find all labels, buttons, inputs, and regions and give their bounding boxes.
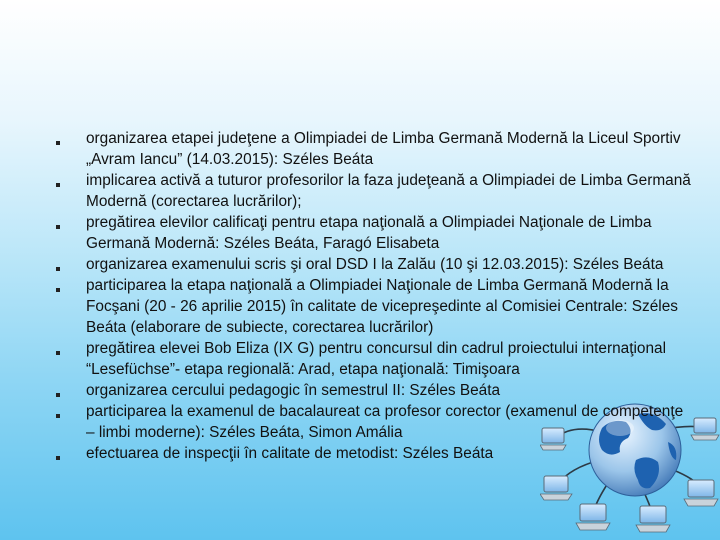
bullet-item [52,128,692,170]
laptop-icon [540,476,572,500]
bullet-item [52,170,692,212]
bullet-text: organizarea examenului scris şi oral DSD I la Zalău (10 şi 12.03.2015): Széles Beáta [86,256,664,273]
bullet-text: implicarea activă a tuturor profesorilor la faza judeţeană a Olimpiadei de Limba Germană Modernă (corectarea lucrărilor); [86,172,691,210]
laptop-icon [684,480,718,506]
bullet-item [52,401,692,443]
square-bullet-icon [56,141,60,145]
bullet-text: pregătirea elevilor calificaţi pentru etapa naţională a Olimpiadei Naţionale de Limba Germană Modernă: Széles Beáta, Faragó Elisabeta [86,214,652,252]
square-bullet-icon [56,414,60,418]
laptop-icon [691,418,719,440]
bullet-text: participarea la etapa naţională a Olimpiadei Naţionale de Limba Germană Modernă la Focşani (20 - 26 aprilie 2015) în calitate de vicepreşedinte al Comisiei Centrale: Széles Beáta (elaborare de subiecte, corectarea lucrărilor) [86,277,678,336]
bullet-item [52,254,692,275]
square-bullet-icon [56,351,60,355]
square-bullet-icon [56,225,60,229]
bullet-item [52,338,692,380]
square-bullet-icon [56,393,60,397]
bullet-item [52,212,692,254]
bullet-item [52,443,692,464]
bullet-item [52,275,692,338]
bullet-text: organizarea etapei judeţene a Olimpiadei de Limba Germană Modernă la Liceul Sportiv „Avram Iancu” (14.03.2015): Széles Beáta [86,130,681,168]
bullet-text: efectuarea de inspecţii în calitate de metodist: Széles Beáta [86,445,494,462]
bullet-list [52,128,692,464]
bullet-text: participarea la examenul de bacalaureat ca profesor corector (examenul de competenţe – limbi moderne): Széles Beáta, Simon Amália [86,403,684,441]
bullet-text: organizarea cercului pedagogic în semestrul II: Széles Beáta [86,382,501,399]
laptop-icon [576,504,610,530]
laptop-icon [636,506,670,532]
square-bullet-icon [56,456,60,460]
bullet-text: pregătirea elevei Bob Eliza (IX G) pentru concursul din cadrul proiectului internaţional “Lesefüchse”- etapa regională: Arad, etapa naţională: Timişoara [86,340,667,378]
bullet-item [52,380,692,401]
square-bullet-icon [56,267,60,271]
square-bullet-icon [56,183,60,187]
square-bullet-icon [56,288,60,292]
